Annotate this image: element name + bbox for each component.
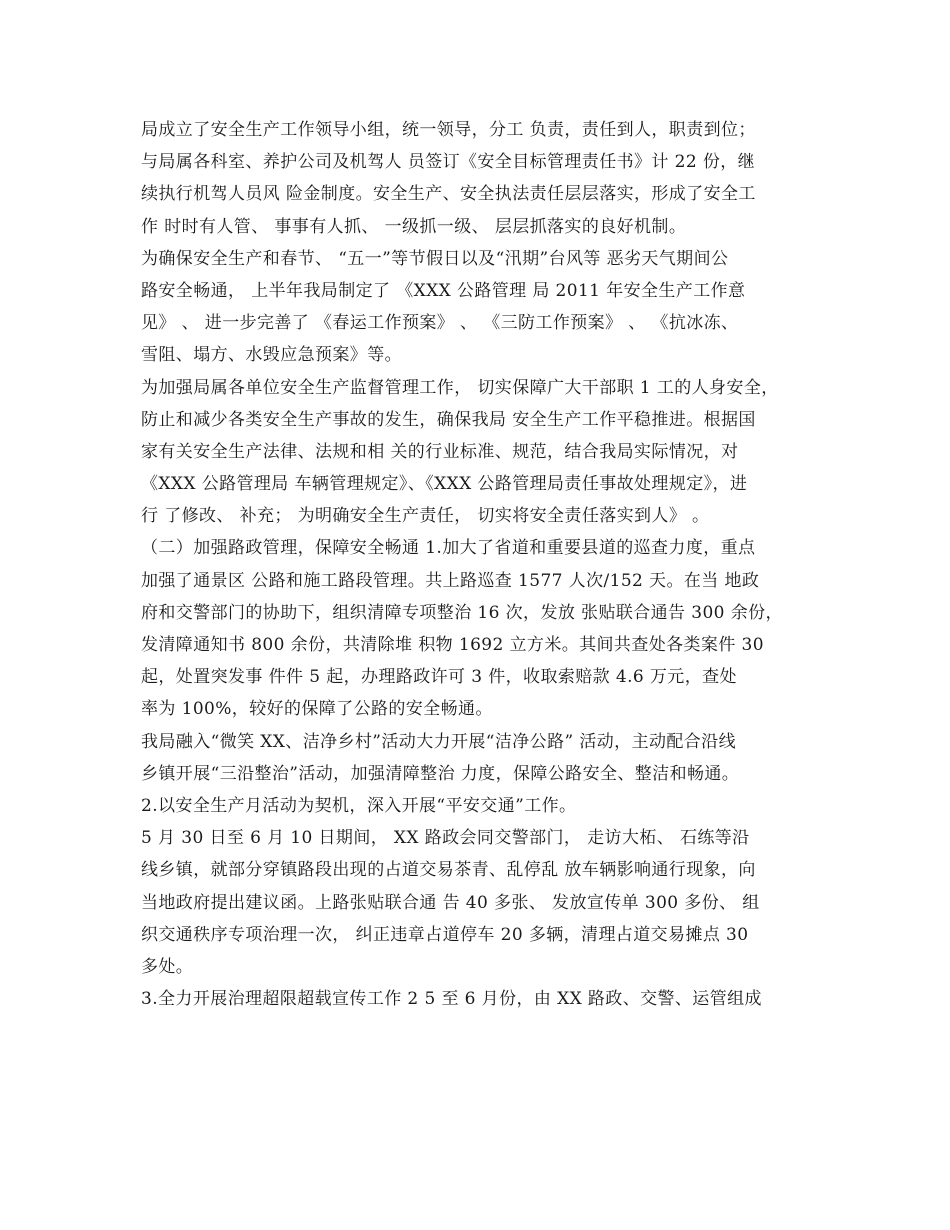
text-line: 我局融入“微笑 XX、洁净乡村”活动大力开展“洁净公路” 活动，主动配合沿线 <box>141 731 736 752</box>
text-line: 率为 100%，较好的保障了公路的安全畅通。 <box>141 699 493 720</box>
text-line: 《XXX 公路管理局 车辆管理规定》、《XXX 公路管理局责任事故处理规定》，进 <box>141 474 748 495</box>
text-line: 与局属各科室、养护公司及机驾人 员签订《安全目标管理责任书》计 22 份，继 <box>141 152 756 173</box>
text-line: 多处。 <box>141 956 194 977</box>
text-line: 行 了修改、 补充； 为明确安全生产责任， 切实将安全责任落实到人》 。 <box>141 506 710 527</box>
text-line: 路安全畅通， 上半年我局制定了 《XXX 公路管理 局 2011 年安全生产工作意 <box>141 280 746 301</box>
text-line: 3.全力开展治理超限超载宣传工作 2 5 至 6 月份，由 XX 路政、交警、运管组成 <box>141 989 762 1010</box>
text-line: 乡镇开展“三沿整治”活动，加强清障整治 力度，保障公路安全、整洁和畅通。 <box>141 763 740 784</box>
text-line: 见》 、 进一步完善了 《春运工作预案》 、 《三防工作预案》 、 《抗冰冻、 <box>141 313 739 334</box>
text-line: 加强了通景区 公路和施工路段管理。共上路巡查 1577 人次/152 天。在当 地政 <box>141 570 760 591</box>
document-body <box>141 114 821 1015</box>
text-line: 线乡镇，就部分穿镇路段出现的占道交易茶青、乱停乱 放车辆影响通行现象，向 <box>141 860 756 881</box>
text-line: 局成立了安全生产工作领导小组，统一领导，分工 负责，责任到人，职责到位； <box>141 120 756 140</box>
text-line: 5 月 30 日至 6 月 10 日期间， XX 路政会同交警部门， 走访大柘、 石练等沿 <box>141 828 750 849</box>
text-line: 当地政府提出建议函。上路张贴联合通 告 40 多张、 发放宣传单 300 多份、 组 <box>141 892 760 913</box>
text-line: 续执行机驾人员风 险金制度。安全生产、安全执法责任层层落实，形成了安全工 <box>141 184 756 205</box>
text-line: 发清障通知书 800 余份，共清除堆 积物 1692 立方米。其间共查处各类案件 30 <box>141 635 764 655</box>
text-line: 府和交警部门的协助下，组织清障专项整治 16 次，发放 张贴联合通告 300 余份， <box>141 602 783 623</box>
text-line: 为确保安全生产和春节、 “五一”等节假日以及“汛期”台风等 恶劣天气期间公 <box>141 248 729 269</box>
text-line: 家有关安全生产法律、法规和相 关的行业标准、规范，结合我局实际情况，对 <box>141 441 739 462</box>
text-line: 2.以安全生产月活动为契机，深入开展“平安交通”工作。 <box>141 795 577 816</box>
text-line: 起，处置突发事 件件 5 起，办理路政许可 3 件，收取索赔款 4.6 万元，查处 <box>141 667 737 688</box>
text-line: 雪阻、塌方、水毁应急预案》等。 <box>141 345 402 366</box>
text-line: （二）加强路政管理，保障安全畅通 1.加大了省道和重要县道的巡查力度，重点 <box>141 538 756 559</box>
text-line: 作 时时有人管、 事事有人抓、 一级抓一级、 层层抓落实的良好机制。 <box>141 216 687 237</box>
text-line: 为加强局属各单位安全生产监督管理工作， 切实保障广大干部职 1 工的人身安全， <box>141 377 779 398</box>
text-line: 防止和减少各类安全生产事故的发生，确保我局 安全生产工作平稳推进。根据国 <box>141 409 756 430</box>
text-line: 织交通秩序专项治理一次， 纠正违章占道停车 20 多辆，清理占道交易摊点 30 <box>141 924 749 945</box>
